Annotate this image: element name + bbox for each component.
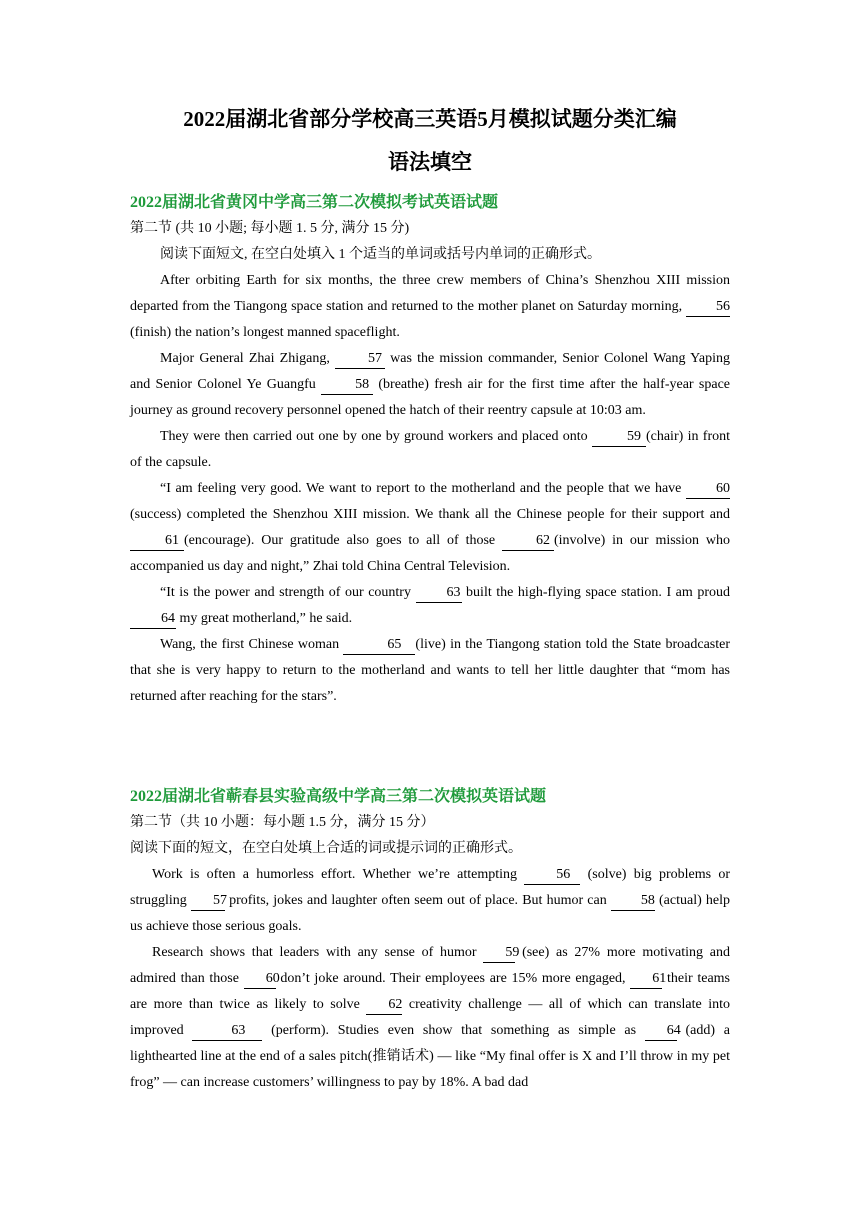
blank-63: 63: [416, 584, 462, 603]
blank-62: 62: [502, 532, 554, 551]
blank-65: 65: [343, 636, 415, 655]
paragraph-text: creativity challenge — all of which can translate into improved: [130, 997, 730, 1038]
paragraph-text: (add) a lighthearted line at the end of a sales pitch(推销话术) — like “My final offer is X and I’ll throw in my pet frog” — can increase customers’ willingness to pay by 18%. A bad dad: [130, 1023, 731, 1090]
paragraph-text: “I am feeling very good. We want to report to the motherland and the people that we have: [160, 481, 686, 496]
section-instruction-points: 第二节 (共 10 小题; 每小题 1. 5 分, 满分 15 分): [130, 221, 410, 236]
paragraph-text: (see) as 27% more motivating and admired than those: [130, 945, 730, 986]
document-title: 2022届湖北省部分学校高三英语5月模拟试题分类汇编: [183, 107, 677, 131]
paragraph-text: (encourage). Our gratitude also goes to all of those: [184, 533, 502, 548]
paragraph-text: After orbiting Earth for six months, the three crew members of China’s Shenzhou XIII mission departed from the Tiangong space station and returned to the mother planet on Saturday morning,: [130, 273, 730, 314]
paragraph-text: their teams are more than twice as likely to solve: [130, 971, 730, 1012]
paragraph-text: Wang, the first Chinese woman: [160, 637, 344, 652]
paragraph-text: Work is often a humorless effort. Whether we’re attempting: [152, 867, 525, 882]
paragraph-text: (finish) the nation’s longest manned spaceflight.: [130, 325, 400, 340]
section-heading: 2022届湖北省黄冈中学高三第二次模拟考试英语试题: [130, 194, 499, 211]
blank-56: 56: [686, 298, 730, 317]
blank-64: 64: [130, 610, 176, 629]
blank-57: 57: [191, 892, 225, 911]
blank-61: 61: [630, 970, 662, 989]
paragraph: [130, 476, 730, 580]
paragraph-text: (perform). Studies even show that something as simple as: [262, 1023, 645, 1038]
paragraph-text: my great motherland,” he said.: [176, 611, 353, 626]
paragraph: [130, 346, 730, 424]
paragraph: [130, 862, 730, 940]
paragraph-text: (live) in the Tiangong station told the State broadcaster that she is very happy to return to the motherland and wants to tell her little daughter that “mom has returned after reaching for the stars”.: [130, 637, 730, 704]
document-subtitle: 语法填空: [388, 150, 472, 174]
paragraph-text: don’t joke around. Their employees are 15% more engaged,: [275, 971, 631, 986]
blank-64: 64: [645, 1022, 677, 1041]
paragraph-text: “It is the power and strength of our country: [160, 585, 416, 600]
paragraph-text: (chair) in front of the capsule.: [130, 429, 730, 470]
blank-58: 58: [321, 376, 373, 395]
paragraph: [130, 580, 730, 632]
blank-63: 63: [192, 1022, 262, 1041]
paragraph-text: was the mission commander, Senior Colonel Wang Yaping and Senior Colonel Ye Guangfu: [130, 351, 730, 392]
paragraph-text: Major General Zhai Zhigang,: [160, 351, 335, 366]
paragraph: [130, 940, 730, 1096]
section-huanggang: [130, 190, 730, 710]
blank-57: 57: [335, 350, 385, 369]
section-instruction-task: 阅读下面短文, 在空白处填入 1 个适当的单词或括号内单词的正确形式。: [160, 247, 601, 262]
paragraph-text: They were then carried out one by one by ground workers and placed onto: [160, 429, 592, 444]
paragraph: [130, 632, 730, 710]
blank-59: 59: [483, 944, 515, 963]
paragraph-text: built the high-flying space station. I am proud: [461, 585, 730, 600]
paragraph-text: profits, jokes and laughter often seem out of place. But humor can: [224, 893, 611, 908]
section-instruction-points: 第二节（共 10 小题：每小题 1.5 分，满分 15 分）: [130, 815, 435, 830]
blank-61: 61: [130, 532, 184, 551]
paragraph-text: Research shows that leaders with any sense of humor: [152, 945, 484, 960]
paragraph: [130, 268, 730, 346]
paragraph-text: (actual) help us achieve those serious goals.: [130, 893, 731, 934]
blank-59: 59: [592, 428, 646, 447]
paragraph-text: (success) completed the Shenzhou XIII mission. We thank all the Chinese people for their support and: [130, 507, 730, 522]
section-instruction-task: 阅读下面的短文，在空白处填上合适的词或提示词的正确形式。: [130, 841, 522, 856]
blank-58: 58: [611, 892, 655, 911]
paragraph-text: (solve) big problems or struggling: [130, 867, 731, 908]
section-qichun: [130, 784, 730, 1096]
paragraph: [130, 424, 730, 476]
paragraph-text: (involve) in our mission who accompanied us day and night,” Zhai told China Central Television.: [130, 533, 730, 574]
blank-62: 62: [366, 996, 402, 1015]
paragraph-text: (breathe) fresh air for the first time after the half-year space journey as ground recovery personnel opened the hatch of their reentry capsule at 10:03 am.: [130, 377, 730, 418]
blank-60: 60: [244, 970, 276, 989]
section-heading: 2022届湖北省蕲春县实验高级中学高三第二次模拟英语试题: [130, 788, 547, 805]
blank-60: 60: [686, 480, 730, 499]
blank-56: 56: [524, 866, 580, 885]
